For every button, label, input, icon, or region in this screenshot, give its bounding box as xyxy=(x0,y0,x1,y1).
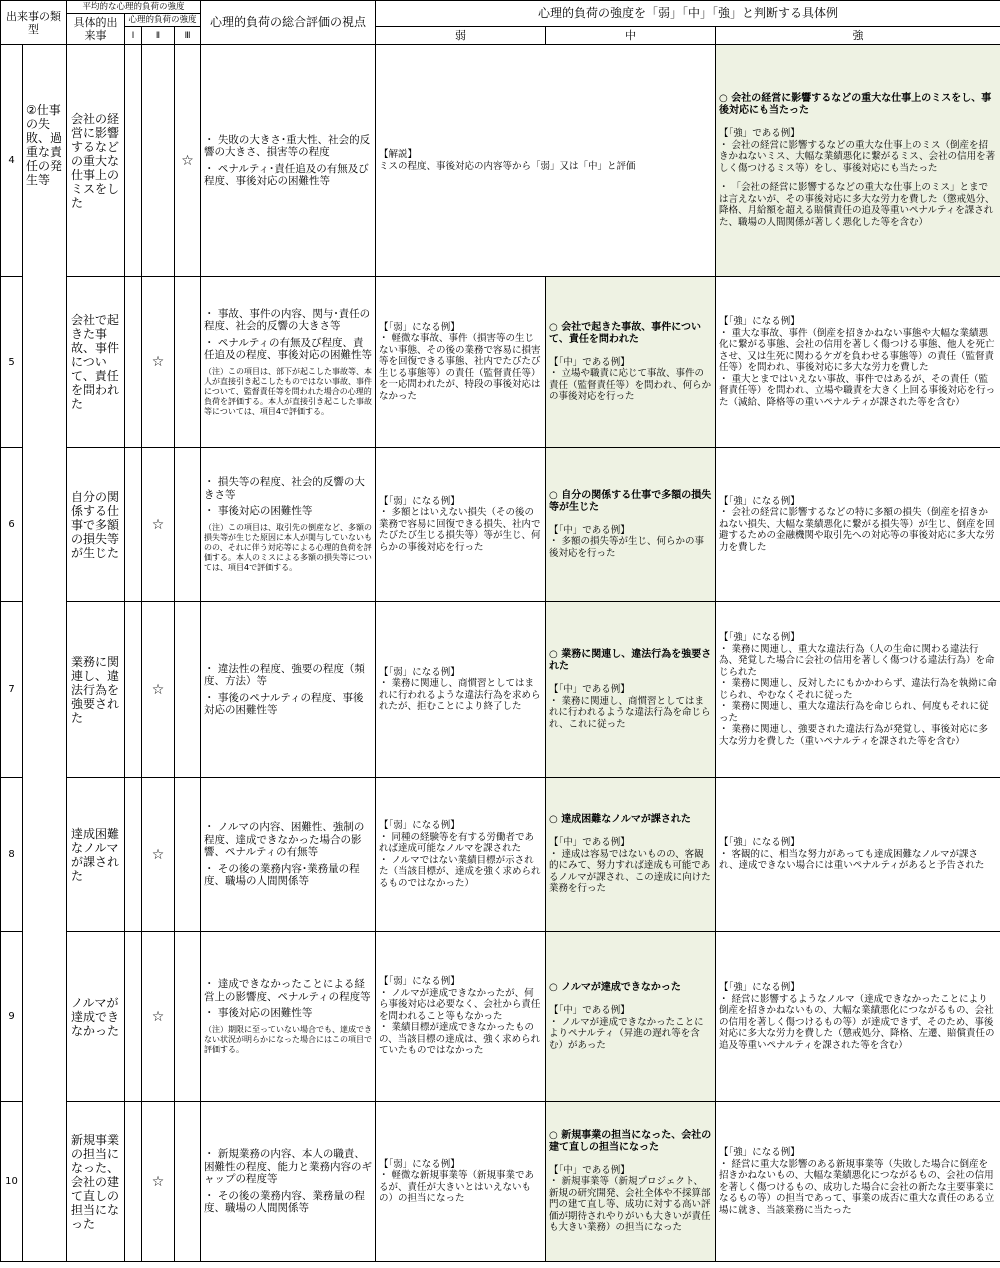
level-3-cell xyxy=(175,448,201,602)
viewpoint-point: ・ 新規業務の内容、本人の職責、困難性の程度、能力と業務内容のギャップの程度等 xyxy=(204,1148,373,1186)
level-1-cell xyxy=(125,602,142,778)
medium-title: ○ 自分の関係する仕事で多額の損失等が生じた xyxy=(549,489,712,513)
weak-item: ・ 業績目標が達成できなかったものの、当該目標の達成は、強く求められていたものではなかった xyxy=(379,1022,541,1057)
level-3-cell xyxy=(175,277,201,448)
level-1-cell xyxy=(125,45,142,277)
item-number: 4 xyxy=(1,45,23,277)
weak-header: 弱 xyxy=(376,27,546,45)
weak-example-cell xyxy=(376,448,546,602)
viewpoint-point: ・ 損失等の程度、社会的反響の大きさ等 xyxy=(204,476,365,501)
viewpoint-cell xyxy=(201,932,376,1102)
viewpoint-cell xyxy=(201,1102,376,1262)
level-3-header: Ⅲ xyxy=(175,27,201,45)
medium-label: 【「中」である例】 xyxy=(549,1164,630,1176)
strong-item: ・ 重大とまではいえない事故、事件ではあるが、その責任（監督責任等）を問われ、立場や職責を大きく上回る事後対応を行った（減給、降格等の重いペナルティが課された等を含む） xyxy=(719,373,996,408)
medium-example-cell xyxy=(546,932,716,1102)
strong-item: ・ 経営に影響するようなノルマ（達成できなかったことにより倒産を招きかねないもの、大幅な業績悪化につながるもの、会社の信用を著しく傷つけるもの等）が達成できず、そのため、事後対応に多大な労力を費した（懲戒処分、降格、左遷、賠償責任の追及等重いペナルティを課された等を含む） xyxy=(719,993,995,1051)
medium-label: 【「中」である例】 xyxy=(549,837,630,849)
viewpoint-point: ・ ノルマの内容、困難性、強制の程度、達成できなかった場合の影響、ペナルティの有無等 xyxy=(204,821,365,859)
strong-item: ・ 業務に関連し、反対したにもかかわらず、違法行為を執拗に命じられ、やむなくそれに従った xyxy=(719,678,997,701)
medium-example-cell xyxy=(546,778,716,932)
level-3-star: ☆ xyxy=(175,45,201,277)
table-row xyxy=(1,45,1000,277)
level-1-cell xyxy=(125,277,142,448)
viewpoint-cell xyxy=(201,448,376,602)
weak-label: 【「弱」になる例】 xyxy=(379,1158,460,1170)
weak-label: 【「弱」になる例】 xyxy=(379,321,460,333)
event-name: 新規事業の担当になった、会社の建て直しの担当になった xyxy=(67,1102,125,1262)
strong-example-cell xyxy=(716,277,1000,448)
medium-title: ○ 新規事業の担当になった、会社の建て直しの担当になった xyxy=(549,1129,712,1153)
viewpoint-point: ・ その後の業務内容･業務量の程度、職場の人間関係等 xyxy=(204,862,360,888)
level-2-star: ☆ xyxy=(142,778,175,932)
weak-label: 【「弱」になる例】 xyxy=(379,666,460,678)
event-name: 自分の関係する仕事で多額の損失等が生じた xyxy=(67,448,125,602)
item-number: 8 xyxy=(1,778,23,932)
table-row xyxy=(1,778,1000,932)
strong-item: ・ 会社の経営に影響するなどの重大な仕事上のミス（倒産を招きかねないミス、大幅な業績悪化に繋がるミス、会社の信用を著しく傷つけるミス等）をし、事後対応にも当たった xyxy=(719,139,996,174)
examples-header: 心理的負荷の強度を「弱」「中」「強」と判断する具体例 xyxy=(376,1,1000,27)
event-name: 業務に関連し、違法行為を強要された xyxy=(67,602,125,778)
viewpoint-point: ・ 事後対応の困難性等 xyxy=(204,1007,313,1020)
table-row xyxy=(1,448,1000,602)
viewpoint-point: ・ 違法性の程度、強要の程度（頻度、方法）等 xyxy=(204,662,365,687)
event-name: ノルマが達成できなかった xyxy=(67,932,125,1102)
weak-example-cell xyxy=(376,602,546,778)
level-3-cell xyxy=(175,932,201,1102)
strong-label: 【「強」になる例】 xyxy=(719,495,800,507)
strong-label: 【「強」になる例】 xyxy=(719,316,800,327)
strong-label: 【「強」になる例】 xyxy=(719,632,800,643)
medium-item: ・ ノルマが達成できなかったことによりペナルティ（昇進の遅れ等を含む）があった xyxy=(549,1016,704,1051)
avg-strength-header: 平均的な心理的負荷の強度 xyxy=(67,1,201,14)
weak-item: ・ 同種の経験等を有する労働者であれば達成可能なノルマを課された xyxy=(379,831,535,854)
viewpoint-cell xyxy=(201,277,376,448)
table-row xyxy=(1,277,1000,448)
strong-item: ・ 業務に関連し、強要された違法行為が発覚し、事後対応に多大な労力を費した（重いペナルティを課された等を含む） xyxy=(719,724,989,747)
event-category: ②仕事の失敗、過重な責任の発生等 xyxy=(23,45,67,1262)
strong-item: ・ 客観的に、相当な努力があっても達成困難なノルマが課され、達成できない場合には重いペナルティがあると予告された xyxy=(719,848,985,872)
viewpoint-point: ・ 失敗の大きさ･重大性、社会的反響の大きさ、損害等の程度 xyxy=(204,133,371,158)
strong-item: ・ 重大な事故、事件（倒産を招きかねない事態や大幅な業績悪化に繋がる事態、会社の信用を著しく傷つける事態、他人を死亡させ、又は生死に関わるケガを負わせる事態等）の責任（監督責任等）を問われ、事後対応に多大な労力を費した xyxy=(719,327,995,373)
weak-item: ・ 軽微な新規事業等（新規事業であるが、責任が大きいとはいえないもの）の担当になった xyxy=(379,1170,535,1204)
strong-example-cell xyxy=(716,1102,1000,1262)
strong-header: 強 xyxy=(716,27,1000,45)
strong-title: ○ 会社の経営に影響するなどの重大な仕事上のミスをし、事後対応にも当たった xyxy=(719,93,992,116)
medium-item: ・ 多額の損失等が生じ、何らかの事後対応を行った xyxy=(549,536,705,559)
table-row xyxy=(1,1102,1000,1262)
medium-title: ○ 業務に関連し、違法行為を強要された xyxy=(549,649,712,672)
event-name: 会社で起きた事故、事件について、責任を問われた xyxy=(67,277,125,448)
medium-item: ・ 立場や職責に応じて事故、事件の責任（監督責任等）を問われ、何らかの事後対応を行った xyxy=(549,368,712,402)
level-1-cell xyxy=(125,932,142,1102)
strong-label: 【「強」である例】 xyxy=(719,128,800,139)
level-1-cell xyxy=(125,1102,142,1262)
viewpoint-point: ・ 事後のペナルティの程度、事後対応の困難性等 xyxy=(204,691,364,716)
strength-subheader: 心理的負荷の強度 xyxy=(125,14,201,27)
weak-item: ・ 多額とはいえない損失（その後の業務で容易に回復できる損失、社内でたびたび生じる損失等）等が生じ、何らかの事後対応を行った xyxy=(379,507,541,553)
viewpoint-point: ・ その後の業務内容、業務量の程度、職場の人間関係等 xyxy=(204,1189,365,1215)
weak-example-cell xyxy=(376,778,546,932)
strong-example-cell xyxy=(716,778,1000,932)
viewpoint-cell xyxy=(201,602,376,778)
viewpoint-point: ・ ペナルティの有無及び程度、責任追及の程度、事後対応の困難性等 xyxy=(204,336,373,361)
weak-label: 【「弱」になる例】 xyxy=(379,976,460,988)
strong-example-cell xyxy=(716,448,1000,602)
strong-example-cell xyxy=(716,45,1000,277)
medium-label: 【「中」である例】 xyxy=(549,1005,630,1016)
commentary-label: 【解説】 xyxy=(379,149,418,160)
weak-item: ・ 軽微な事故、事件（損害等の生じない事態、その後の業務で容易に損害等を回復できる事態、社内でたびたび生じる事態等）の責任（監督責任等）を一応問われたが、特段の事後対応はなかった xyxy=(379,333,541,402)
strong-example-cell xyxy=(716,932,1000,1102)
level-2-star: ☆ xyxy=(142,448,175,602)
item-number: 7 xyxy=(1,602,23,778)
medium-title: ○ 会社で起きた事故、事件について、責任を問われた xyxy=(549,321,702,345)
level-1-cell xyxy=(125,448,142,602)
level-2-star: ☆ xyxy=(142,932,175,1102)
medium-example-cell xyxy=(546,1102,716,1262)
medium-item: ・ 達成は容易ではないものの、客観的にみて、努力すれば達成も可能であるノルマが課され、この達成に向けた業務を行った xyxy=(549,848,711,895)
level-2-header: Ⅱ xyxy=(142,27,175,45)
strong-item: ・ 経営に重大な影響のある新規事業等（失敗した場合に倒産を招きかねないもの、大幅な業績悪化につながるもの、会社の信用を著しく傷つけるもの、成功した場合に会社の新たな主要事業になるもの等）の担当であって、事業の成否に重大な責任のある立場に就き、当該業務に当たった xyxy=(719,1158,995,1216)
level-3-cell xyxy=(175,778,201,932)
strong-example-cell xyxy=(716,602,1000,778)
weak-label: 【「弱」になる例】 xyxy=(379,495,460,507)
event-name: 会社の経営に影響するなどの重大な仕事上のミスをした xyxy=(67,45,125,277)
weak-label: 【「弱」になる例】 xyxy=(379,820,460,831)
level-3-cell xyxy=(175,602,201,778)
strong-label: 【「強」になる例】 xyxy=(719,1147,800,1158)
level-2-star: ☆ xyxy=(142,1102,175,1262)
medium-example-cell xyxy=(546,448,716,602)
medium-label: 【「中」である例】 xyxy=(549,684,630,695)
medium-example-cell xyxy=(546,277,716,448)
weak-item: ・ ノルマではない業績目標が示された（当該目標が、達成を強く求められるものではなかった） xyxy=(379,854,541,889)
commentary-text: ミスの程度、事後対応の内容等から「弱」又は「中」と評価 xyxy=(379,160,636,172)
viewpoint-cell xyxy=(201,45,376,277)
viewpoint-header: 心理的負荷の総合評価の視点 xyxy=(201,1,376,45)
weak-item: ・ 業務に関連し、商慣習としてはまれに行われるような違法行為を求められたが、拒むことにより終了した xyxy=(379,678,541,712)
level-2-star: ☆ xyxy=(142,277,175,448)
viewpoint-point: ・ 事故、事件の内容、関与･責任の程度、社会的反響の大きさ等 xyxy=(204,307,371,332)
viewpoint-note: （注）この項目は、取引先の倒産など、多額の損失等が生じた原因に本人が関与していないものの、それに伴う対応等による心理的負荷を評価する。本人のミスによる多額の損失等については、項目4で評価する。 xyxy=(204,522,373,572)
category-header: 出来事の類型 xyxy=(1,1,67,45)
medium-item: ・ 新規事業等（新規プロジェクト、新規の研究開発、会社全体や不採算部門の建て直し等、成功に対する高い評価が期待されやりがいも大きいが責任も大きい業務）の担当になった xyxy=(549,1176,711,1233)
weak-example-cell xyxy=(376,1102,546,1262)
strong-label: 【「強」になる例】 xyxy=(719,982,800,993)
viewpoint-point: ・ ペナルティ･責任追及の有無及び程度、事後対応の困難性等 xyxy=(204,162,369,187)
weak-example-cell xyxy=(376,277,546,448)
commentary-cell xyxy=(376,45,716,277)
level-1-header: Ⅰ xyxy=(125,27,142,45)
viewpoint-cell xyxy=(201,778,376,932)
level-1-cell xyxy=(125,778,142,932)
viewpoint-point: ・ 事後対応の困難性等 xyxy=(204,505,313,518)
medium-example-cell xyxy=(546,602,716,778)
level-2-star: ☆ xyxy=(142,602,175,778)
event-name: 達成困難なノルマが課された xyxy=(67,778,125,932)
strong-label: 【「強」になる例】 xyxy=(719,837,800,849)
item-number: 10 xyxy=(1,1102,23,1262)
level-3-cell xyxy=(175,1102,201,1262)
viewpoint-note: （注）期限に至っていない場合でも、達成できない状況が明らかになった場合にはこの項目で評価する。 xyxy=(204,1024,373,1054)
table-row xyxy=(1,932,1000,1102)
strong-item: ・ 業務に関連し、重大な違法行為を命じられ、何度もそれに従った xyxy=(719,701,989,724)
medium-label: 【「中」である例】 xyxy=(549,524,630,536)
medium-label: 【「中」である例】 xyxy=(549,356,630,368)
table-row xyxy=(1,602,1000,778)
weak-example-cell xyxy=(376,932,546,1102)
strong-item: ・ 「会社の経営に影響するなどの重大な仕事上のミス」とまでは言えないが、その事後対応に多大な労力を費した（懲戒処分、降格、月給額を超える賠償責任の追及等重いペナルティを課された、職場の人間関係が著しく悪化した等を含む） xyxy=(719,182,995,228)
strong-item: ・ 会社の経営に影響するなどの特に多額の損失（倒産を招きかねない損失、大幅な業績悪化に繋がる損失等）が生じ、倒産を回避するための金融機関や取引先への対応等の事後対応に多大な労力を費した xyxy=(719,507,995,553)
item-number: 5 xyxy=(1,277,23,448)
viewpoint-point: ・ 達成できなかったことによる経営上の影響度、ペナルティの程度等 xyxy=(204,978,371,1003)
medium-title: ○ 達成困難なノルマが課された xyxy=(549,814,691,826)
medium-item: ・ 業務に関連し、商慣習としてはまれに行われるような違法行為を命じられ、これに従った xyxy=(549,695,711,730)
medium-title: ○ ノルマが達成できなかった xyxy=(549,982,681,993)
medium-header: 中 xyxy=(546,27,716,45)
viewpoint-note: （注）この項目は、部下が起こした事故等、本人が直接引き起こしたものではない事故、事件について、監督責任等を問われた場合の心理的負荷を評価する。本人が直接引き起こした事故等については、項目4で評価する。 xyxy=(204,366,373,416)
strong-item: ・ 業務に関連し、重大な違法行為（人の生命に関わる違法行為、発覚した場合に会社の信用を著しく傷つける違法行為）を命じられた xyxy=(719,643,995,678)
level-2-cell xyxy=(142,45,175,277)
weak-item: ・ ノルマが達成できなかったが、何ら事後対応は必要なく、会社から責任を問われること等もなかった xyxy=(379,987,541,1022)
event-header: 具体的出来事 xyxy=(67,14,125,45)
item-number: 6 xyxy=(1,448,23,602)
item-number: 9 xyxy=(1,932,23,1102)
